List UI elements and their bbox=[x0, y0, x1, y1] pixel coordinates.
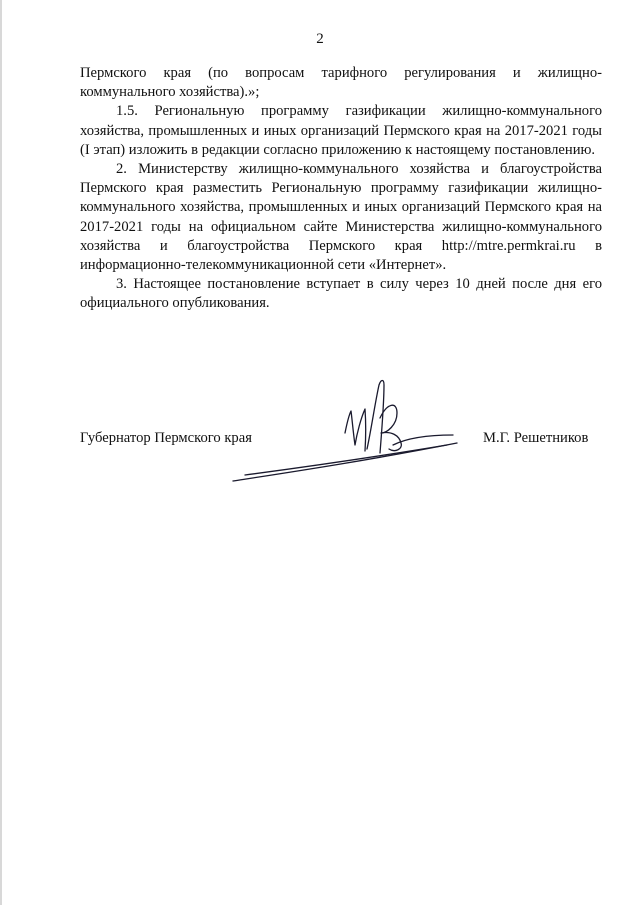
document-body bbox=[80, 64, 602, 314]
paragraph-item-3: 3. Настоящее постановление вступает в силу через 10 дней после дня его официального опубликования. bbox=[80, 276, 602, 312]
paragraph-item-2: 2. Министерству жилищно-коммунального хозяйства и благоустройства Пермского края разместить Региональную программу газификации жилищно-коммунального хозяйства, промышленных и иных организаций Пермского края на 2017-2021 годы на официальном сайте Министерства жилищно-коммунального хозяйства и благоустройства Пермского края http://mtre.permkrai.ru в информационно-телекоммуникационной сети «Интернет». bbox=[80, 161, 602, 274]
paragraph-item-1-5: 1.5. Региональную программу газификации жилищно-коммунального хозяйства, промышленных и иных организаций Пермского края на 2017-2021 годы (I этап) изложить в редакции согласно приложению к настоящему постановлению. bbox=[80, 103, 602, 158]
scan-edge bbox=[0, 0, 2, 905]
signatory-name: М.Г. Решетников bbox=[483, 430, 589, 446]
page-number: 2 bbox=[316, 31, 324, 47]
signatory-position: Губернатор Пермского края bbox=[80, 430, 252, 446]
signature-icon bbox=[225, 373, 465, 488]
paragraph-continuation: Пермского края (по вопросам тарифного регулирования и жилищно-коммунального хозяйства).»; bbox=[80, 65, 602, 101]
